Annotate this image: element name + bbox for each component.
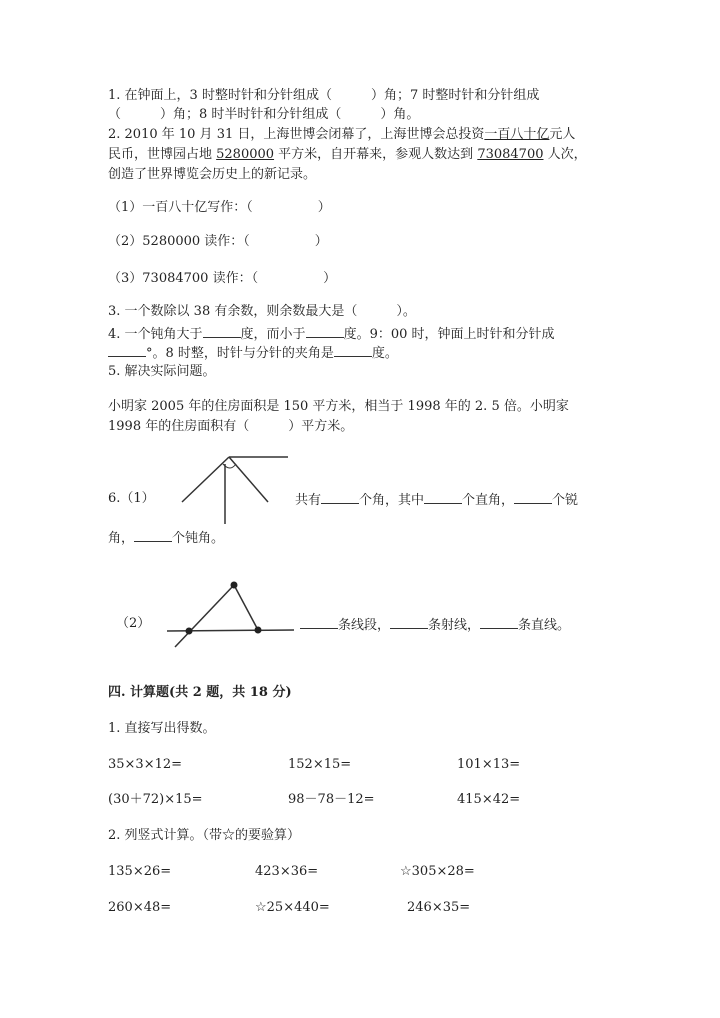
- q1-line2: （ ）角；8 时半时针和分针组成（ ）角。: [108, 107, 420, 122]
- blank: [334, 344, 372, 357]
- text: 条射线，: [428, 618, 481, 633]
- q2-sub3: （3）73084700 读作：（ ）: [108, 271, 337, 286]
- text: °。8 时整，时针与分针的夹角是: [146, 346, 334, 361]
- text: 个锐: [552, 493, 579, 508]
- text: 个直角，: [462, 493, 515, 508]
- blank: [108, 344, 146, 357]
- blank: [514, 491, 552, 504]
- q5-line2: 1998 年的住房面积有（ ）平方米。: [108, 419, 354, 434]
- text: 条直线。: [518, 618, 571, 633]
- text: 2. 2010 年 10 月 31 日，上海世博会闭幕了，上海世博会总投资: [108, 127, 485, 142]
- q6-2-text: [300, 616, 570, 634]
- blank: [424, 491, 462, 504]
- q2-line3: 创造了世界博览会历史上的新记录。: [108, 167, 317, 182]
- q4-line2: [108, 344, 398, 362]
- calc-sub1: 1. 直接写出得数。: [108, 721, 216, 736]
- section-title: 四. 计算题(共 2 题，共 18 分): [108, 685, 292, 700]
- underlined-visitors: 73084700: [477, 147, 544, 162]
- calc-item: 152×15=: [288, 757, 352, 772]
- q5-title: 5. 解决实际问题。: [108, 364, 216, 379]
- text: 人次，: [543, 147, 587, 162]
- text: 条线段，: [338, 618, 391, 633]
- calc-item: 98－78－12=: [288, 792, 375, 807]
- text: 个钝角。: [172, 531, 225, 546]
- text: 个角，其中: [359, 493, 425, 508]
- calc-item: ☆305×28=: [400, 864, 475, 879]
- q6-1-line2: [108, 529, 224, 547]
- q2-line1: [108, 127, 575, 143]
- blank: [480, 616, 518, 629]
- blank: [390, 616, 428, 629]
- text: 度。9：00 时，钟面上时针和分针成: [343, 327, 555, 342]
- calc-item: (30＋72)×15=: [108, 792, 203, 807]
- text: 民币，世博园占地: [108, 147, 217, 162]
- calc-item: 415×42=: [457, 792, 521, 807]
- blank: [203, 325, 241, 338]
- calc-item: 35×3×12=: [108, 757, 183, 772]
- text: 元人: [549, 127, 576, 142]
- q2-line2: [108, 147, 587, 163]
- q5-line1: 小明家 2005 年的住房面积是 150 平方米，相当于 1998 年的 2. 5 倍。小明家: [108, 399, 569, 414]
- text: 平方米，自开幕来，参观人数达到: [274, 147, 478, 162]
- text: 4. 一个钝角大于: [108, 327, 203, 342]
- blank: [321, 491, 359, 504]
- q2-sub1: （1）一百八十亿写作：（ ）: [108, 200, 331, 215]
- q3: 3. 一个数除以 38 有余数，则余数最大是（ ）。: [108, 304, 416, 319]
- q2-sub2: （2）5280000 读作：（ ）: [108, 234, 328, 249]
- blank: [306, 325, 344, 338]
- calc-item: 423×36=: [255, 864, 319, 879]
- q6-1-label: 6.（1）: [108, 491, 155, 506]
- calc-item: 135×26=: [108, 864, 172, 879]
- calc-item: 101×13=: [457, 757, 521, 772]
- text: 角，: [108, 531, 135, 546]
- blank: [134, 529, 172, 542]
- q1-line1: 1. 在钟面上，3 时整时针和分针组成（ ）角；7 时整时针和分针组成: [108, 88, 540, 103]
- q4-line1: [108, 325, 555, 343]
- calc-sub2: 2. 列竖式计算。（带☆的要验算）: [108, 828, 301, 843]
- calc-item: ☆25×440=: [255, 900, 330, 915]
- blank: [300, 616, 338, 629]
- text: 度。: [371, 346, 398, 361]
- q6-1-text: [295, 491, 578, 509]
- q6-2-label: （2）: [116, 616, 151, 631]
- underlined-amount: 一百八十亿: [484, 127, 550, 142]
- underlined-area: 5280000: [216, 147, 275, 162]
- calc-item: 246×35=: [407, 900, 471, 915]
- lines-figure: [165, 580, 297, 650]
- calc-item: 260×48=: [108, 900, 172, 915]
- angles-figure: [180, 452, 292, 527]
- text: 度，而小于: [240, 327, 306, 342]
- text: 共有: [295, 493, 322, 508]
